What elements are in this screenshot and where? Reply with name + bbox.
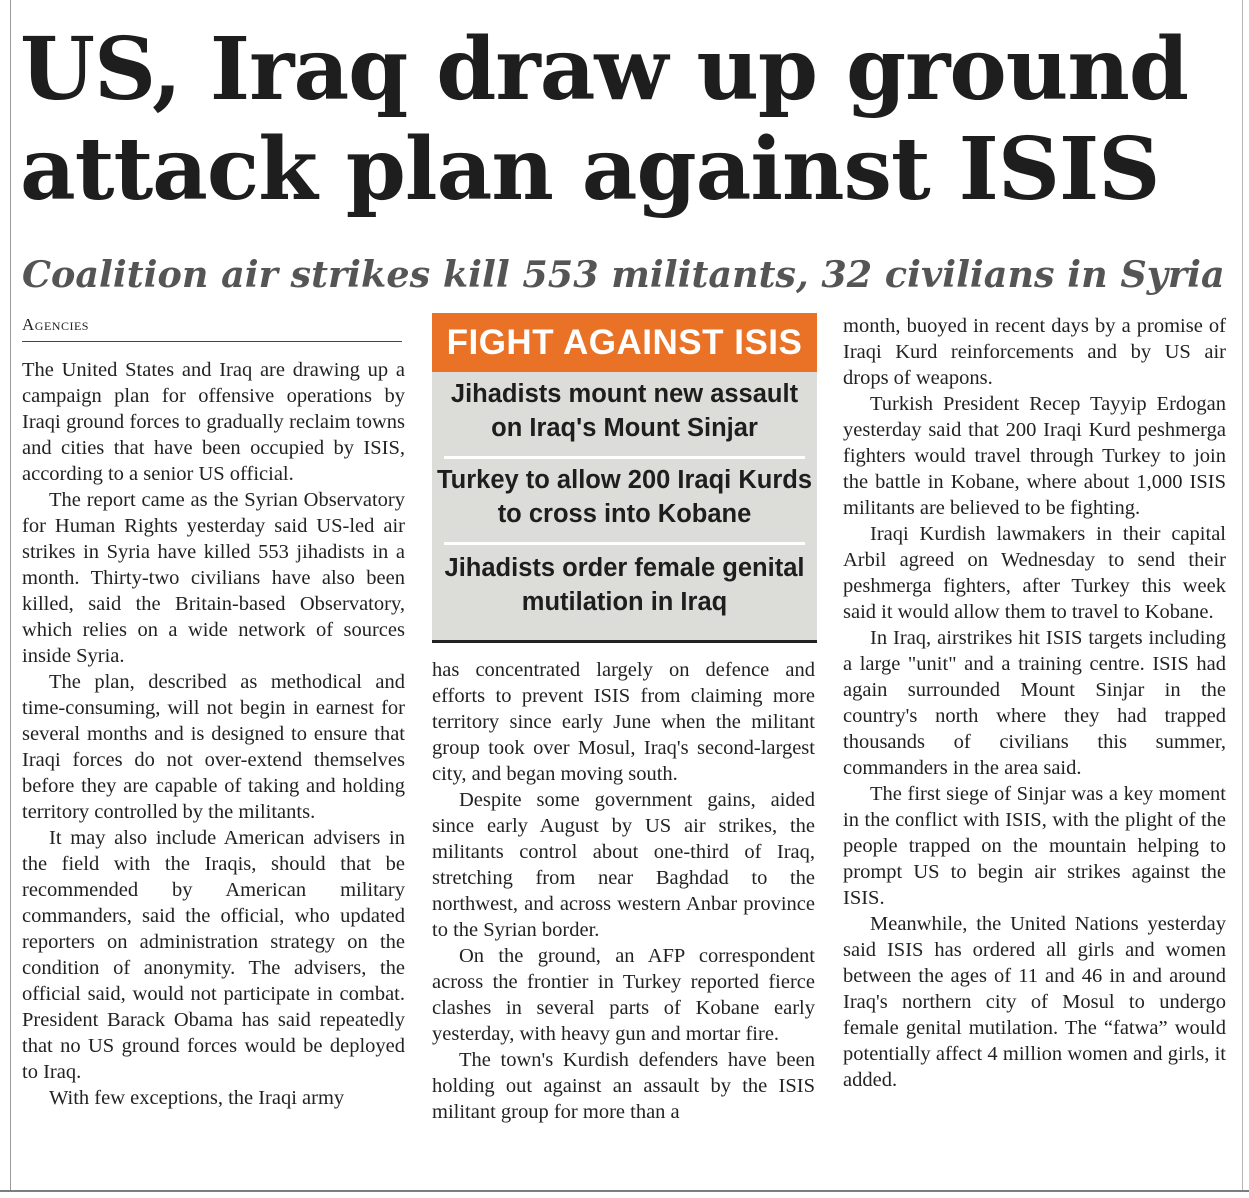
paragraph: Iraqi Kurdish lawmakers in their capital Arbil agreed on Wednesday to send their peshmerga fighters, after Turkey this week said it would allow them to travel to Kobane. [843, 523, 1226, 623]
fact-box-title: FIGHT AGAINST ISIS [432, 313, 817, 372]
page-border-left [10, 0, 11, 1192]
fact-box-item: Jihadists mount new assault on Iraq's Mount Sinjar [450, 380, 799, 442]
paragraph: With few exceptions, the Iraqi army [49, 1087, 345, 1109]
headline: US, Iraq draw up ground attack plan against ISIS [20, 19, 1188, 220]
paragraph: The United States and Iraq are drawing up a campaign plan for offensive operations by Iraqi ground forces to gradually reclaim towns and cities that have been occupied by ISIS, according to a senior US official. [22, 359, 405, 485]
paragraph: In Iraq, airstrikes hit ISIS targets including a large "unit" and a training centre. ISIS had again surrounded Mount Sinjar in the country's north where they had trapped thousands of civilians this summer, commanders in the area said. [843, 627, 1226, 779]
paragraph: Despite some government gains, aided since early August by US air strikes, the militants control about one-third of Iraq, stretching from near Baghdad to the northwest, and across western Anbar province to the Syrian border. [432, 789, 815, 941]
paragraph: Turkish President Recep Tayyip Erdogan yesterday said that 200 Iraqi Kurd peshmerga fighters would travel through Turkey to join the battle in Kobane, where about 1,000 ISIS militants are believed to be fighting. [843, 393, 1226, 519]
fact-box-divider [444, 542, 805, 545]
page-border-bottom [0, 1190, 1249, 1192]
paragraph: The plan, described as methodical and time-consuming, will not begin in earnest for several months and is designed to ensure that Iraqi forces do not over-extend themselves before they are capable of taking and holding territory controlled by the militants. [22, 671, 405, 823]
article-column-1 [22, 357, 405, 1111]
fact-box-item: Turkey to allow 200 Iraqi Kurds to cross into Kobane [436, 466, 813, 528]
paragraph: Meanwhile, the United Nations yesterday said ISIS has ordered all girls and women between the ages of 11 and 46 in and around Iraq's northern city of Mosul to undergo female genital mutilation. The “fatwa” would potentially affect 4 million women and girls, it added. [843, 913, 1226, 1091]
subheadline: Coalition air strikes kill 553 militants, 32 civilians in Syria [22, 253, 1225, 296]
paragraph: The report came as the Syrian Observatory for Human Rights yesterday said US-led air strikes in Syria have killed 553 jihadists in a month. Thirty-two civilians have also been killed, said the Britain-based Observatory, which relies on a wide network of sources inside Syria. [22, 489, 405, 667]
fact-box-divider [444, 456, 805, 459]
article-column-2 [432, 657, 815, 1125]
paragraph: It may also include American advisers in the field with the Iraqis, should that be recommended by American military commanders, said the official, who updated reporters on administration strategy on the condition of anonymity. The advisers, the official said, would not participate in combat. President Barack Obama has said repeatedly that no US ground forces would be deployed to Iraq. [22, 827, 405, 1083]
article-column-3 [843, 313, 1226, 1093]
page-border-right [1242, 0, 1243, 1192]
paragraph: The first siege of Sinjar was a key moment in the conflict with ISIS, with the plight of the people trapped on the mountain helping to prompt US to begin air strikes against the ISIS. [843, 783, 1226, 909]
fact-box [432, 313, 817, 643]
fact-box-item: Jihadists order female genital mutilation in Iraq [444, 554, 805, 616]
paragraph: month, buoyed in recent days by a promise of Iraqi Kurd reinforcements and by US air drops of weapons. [843, 315, 1226, 389]
byline: Agencies [22, 315, 402, 342]
paragraph: has concentrated largely on defence and efforts to prevent ISIS from claiming more territory since early June when the militant group took over Mosul, Iraq's second-largest city, and began moving south. [432, 659, 815, 785]
paragraph: On the ground, an AFP correspondent across the frontier in Turkey reported fierce clashes in several parts of Kobane early yesterday, with heavy gun and mortar fire. [432, 945, 815, 1045]
paragraph: The town's Kurdish defenders have been holding out against an assault by the ISIS militant group for more than a [432, 1049, 815, 1123]
